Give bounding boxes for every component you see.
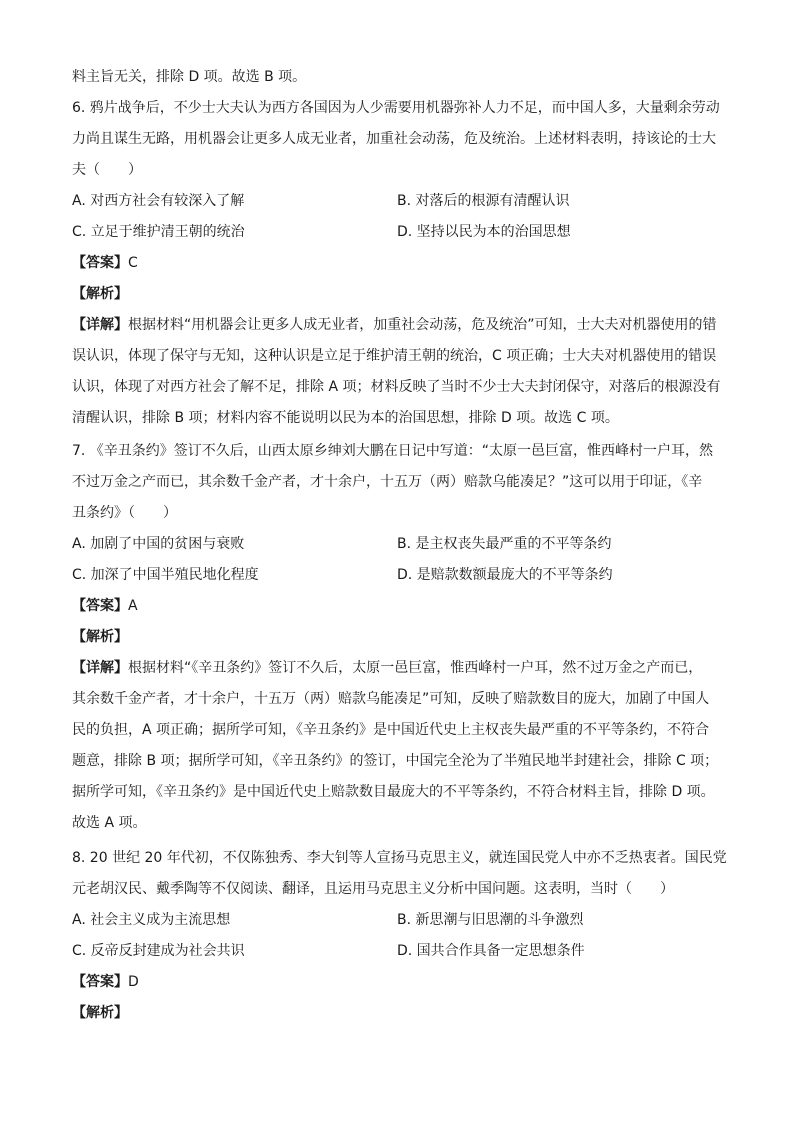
question-7-detail-line-6: 故选 A 项。 xyxy=(72,815,147,831)
question-7-option-d: D. 是赔款数额最庞大的不平等条约 xyxy=(397,567,613,583)
question-6-stem-line-1: 6. 鸦片战争后，不少士大夫认为西方各国因为人少需要用机器弥补人力不足，而中国人多，大量剩余劳动 xyxy=(72,100,720,116)
question-8-option-d: D. 国共合作具备一定思想条件 xyxy=(397,943,585,959)
question-7-answer xyxy=(72,596,138,616)
question-8-analysis-label: 【解析】 xyxy=(72,1005,128,1021)
answer-value: A xyxy=(128,598,138,614)
question-6-analysis-label: 【解析】 xyxy=(72,286,128,302)
question-7-detail-line-1 xyxy=(72,658,702,678)
question-7-detail-line-4: 题意，排除 B 项；据所学可知，《辛丑条约》的签订，中国完全沦为了半殖民地半封建社会，排除 C 项； xyxy=(72,753,719,769)
question-7-stem-line-1: 7. 《辛丑条约》签订不久后，山西太原乡绅刘大鹏在日记中写道：“太原一邑巨富，惟西峰村一户耳，然 xyxy=(72,443,714,459)
question-8-stem-line-1: 8. 20 世纪 20 年代初，不仅陈独秀、李大钊等人宣扬马克思主义，就连国民党人中亦不乏热衷者。国民党 xyxy=(72,850,727,866)
question-7-option-b: B. 是主权丧失最严重的不平等条约 xyxy=(397,536,612,552)
question-7-detail-line-5: 据所学可知，《辛丑条约》是中国近代史上赔款数目最庞大的不平等条约，不符合材料主旨，排除 D 项。 xyxy=(72,784,715,800)
detail-label: 【详解】 xyxy=(72,317,128,333)
prev-answer-tail: 料主旨无关，排除 D 项。故选 B 项。 xyxy=(72,69,307,85)
question-6-stem-line-3: 夫（ ） xyxy=(72,162,142,178)
question-8-option-b: B. 新思潮与旧思潮的斗争激烈 xyxy=(397,912,584,928)
detail-text: 根据材料“《辛丑条约》签订不久后，太原一邑巨富，惟西峰村一户耳，然不过万金之产而已， xyxy=(128,660,703,676)
question-6-answer xyxy=(72,253,138,273)
question-6-detail-line-3: 认识，体现了对西方社会了解不足，排除 A 项；材料反映了当时不少士大夫封闭保守，对落后的根源没有 xyxy=(72,379,721,395)
question-6-option-b: B. 对落后的根源有清醒认识 xyxy=(397,193,570,209)
question-8-stem-line-2: 元老胡汉民、戴季陶等不仅阅读、翻译，且运用马克思主义分析中国问题。这表明，当时（ ） xyxy=(72,881,674,897)
question-6-stem-line-2: 力尚且谋生无路，用机器会让更多人成无业者，加重社会动荡，危及统治。上述材料表明，持该论的士大 xyxy=(72,131,716,147)
question-7-stem-line-2: 不过万金之产而已，其余数千金产者，才十余户，十五万（两）赔款乌能凑足？”这可以用于印证，《辛 xyxy=(72,474,703,490)
question-8-option-c: C. 反帝反封建成为社会共识 xyxy=(72,943,245,959)
question-6-option-c: C. 立足于维护清王朝的统治 xyxy=(72,224,245,240)
answer-label: 【答案】 xyxy=(72,255,128,271)
detail-label: 【详解】 xyxy=(72,660,128,676)
question-7-detail-line-3: 民的负担，A 项正确；据所学可知，《辛丑条约》是中国近代史上主权丧失最严重的不平等条约，不符合 xyxy=(72,722,710,738)
question-7-analysis-label: 【解析】 xyxy=(72,629,128,645)
question-6-detail-line-2: 误认识，体现了保守与无知，这种认识是立足于维护清王朝的统治，C 项正确；士大夫对机器使用的错误 xyxy=(72,348,717,364)
detail-text: 根据材料“用机器会让更多人成无业者，加重社会动荡，危及统治”可知，士大夫对机器使用的错 xyxy=(128,317,717,333)
answer-label: 【答案】 xyxy=(72,974,128,990)
question-8-option-a: A. 社会主义成为主流思想 xyxy=(72,912,231,928)
question-6-detail-line-4: 清醒认识，排除 B 项；材料内容不能说明以民为本的治国思想，排除 D 项。故选 C 项。 xyxy=(72,410,619,426)
question-7-option-c: C. 加深了中国半殖民地化程度 xyxy=(72,567,259,583)
question-8-answer xyxy=(72,972,139,992)
question-7-detail-line-2: 其余数千金产者，才十余户，十五万（两）赔款乌能凑足”可知，反映了赔款数目的庞大，加剧了中国人 xyxy=(72,691,710,707)
question-7-stem-line-3: 丑条约》（ ） xyxy=(72,505,177,521)
answer-value: C xyxy=(128,255,138,271)
question-6-detail-line-1 xyxy=(72,315,717,335)
answer-label: 【答案】 xyxy=(72,598,128,614)
question-7-option-a: A. 加剧了中国的贫困与衰败 xyxy=(72,536,245,552)
question-6-option-d: D. 坚持以民为本的治国思想 xyxy=(397,224,571,240)
question-6-option-a: A. 对西方社会有较深入了解 xyxy=(72,193,245,209)
answer-value: D xyxy=(128,974,139,990)
